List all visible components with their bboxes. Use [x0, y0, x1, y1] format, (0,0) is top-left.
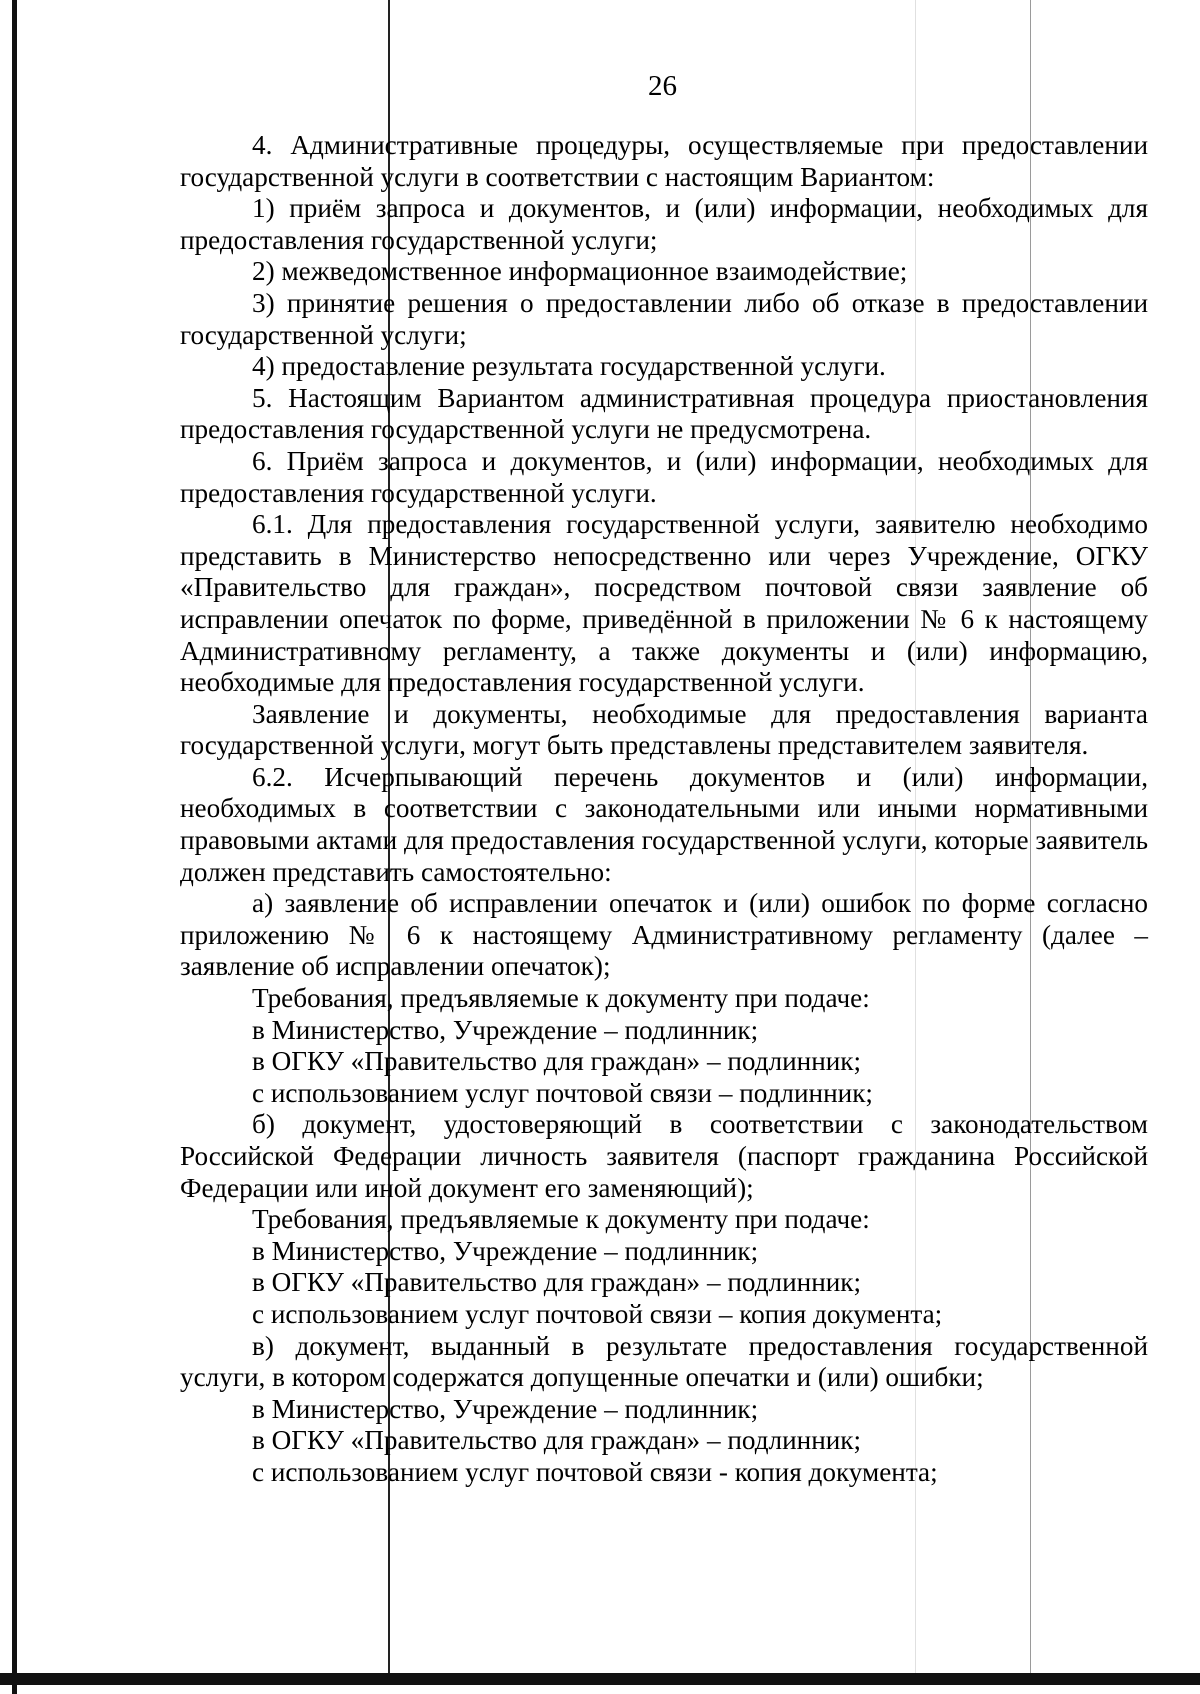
- paragraph: Заявление и документы, необходимые для предоставления варианта государственной услуги, могут быть представлены представителем заявителя.: [180, 698, 1148, 761]
- paragraph: в ОГКУ «Правительство для граждан» – подлинник;: [252, 1046, 862, 1077]
- paragraph: в ОГКУ «Правительство для граждан» – подлинник;: [252, 1267, 862, 1298]
- paragraph: б) документ, удостоверяющий в соответствии с законодательством Российской Федерации личность заявителя (паспорт гражданина Российской Федерации или иной документ его заменяющий);: [180, 1109, 1148, 1203]
- paragraph: 4) предоставление результата государственной услуги.: [252, 351, 886, 382]
- paragraph: 1) приём запроса и документов, и (или) информации, необходимых для предоставления государственной услуги;: [180, 193, 1148, 255]
- paragraph: в ОГКУ «Правительство для граждан» – подлинник;: [252, 1425, 862, 1456]
- scan-border-bottom: [0, 1673, 1200, 1685]
- paragraph: 5. Настоящим Вариантом административная процедура приостановления предоставления государственной услуги не предусмотрена.: [180, 382, 1148, 445]
- paragraph: в Министерство, Учреждение – подлинник;: [252, 1014, 759, 1045]
- paragraph: 4. Административные процедуры, осуществляемые при предоставлении государственной услуги в соответствии с настоящим Вариантом:: [180, 130, 1148, 192]
- paragraph: с использованием услуг почтовой связи – подлинник;: [252, 1077, 873, 1108]
- document-body: [180, 130, 1148, 1489]
- page-number: 26: [648, 70, 677, 102]
- paragraph: 6.2. Исчерпывающий перечень документов и (или) информации, необходимых в соответствии с законодательными или иными нормативными правовыми актами для предоставления государственной услуги, которые заявитель должен представить самостоятельно:: [180, 761, 1148, 887]
- paragraph: в Министерство, Учреждение – подлинник;: [252, 1235, 759, 1266]
- paragraph: 2) межведомственное информационное взаимодействие;: [252, 256, 908, 287]
- paragraph: с использованием услуг почтовой связи - копия документа;: [252, 1456, 938, 1487]
- paragraph: 6. Приём запроса и документов, и (или) информации, необходимых для предоставления государственной услуги.: [180, 445, 1148, 508]
- scan-border-left: [12, 0, 17, 1694]
- paragraph: в) документ, выданный в результате предоставления государственной услуги, в котором содержатся допущенные опечатки и (или) ошибки;: [180, 1330, 1148, 1393]
- paragraph: 3) принятие решения о предоставлении либо об отказе в предоставлении государственной услуги;: [180, 287, 1148, 350]
- paragraph: 6.1. Для предоставления государственной услуги, заявителю необходимо представить в Министерство непосредственно или через Учреждение, ОГКУ «Правительство для граждан», посредством почтовой связи заявление об исправлении опечаток по форме, приведённой в приложении № 6 к настоящему Административному регламенту, а также документы и (или) информацию, необходимые для предоставления государственной услуги.: [180, 509, 1148, 698]
- paragraph: Требования, предъявляемые к документу при подаче:: [252, 1204, 870, 1235]
- paragraph: а) заявление об исправлении опечаток и (или) ошибок по форме согласно приложению № 6 к настоящему Административному регламенту (далее – заявление об исправлении опечаток);: [180, 888, 1148, 982]
- paragraph: с использованием услуг почтовой связи – копия документа;: [252, 1298, 943, 1329]
- paragraph: в Министерство, Учреждение – подлинник;: [252, 1393, 759, 1424]
- paragraph: Требования, предъявляемые к документу при подаче:: [252, 983, 870, 1014]
